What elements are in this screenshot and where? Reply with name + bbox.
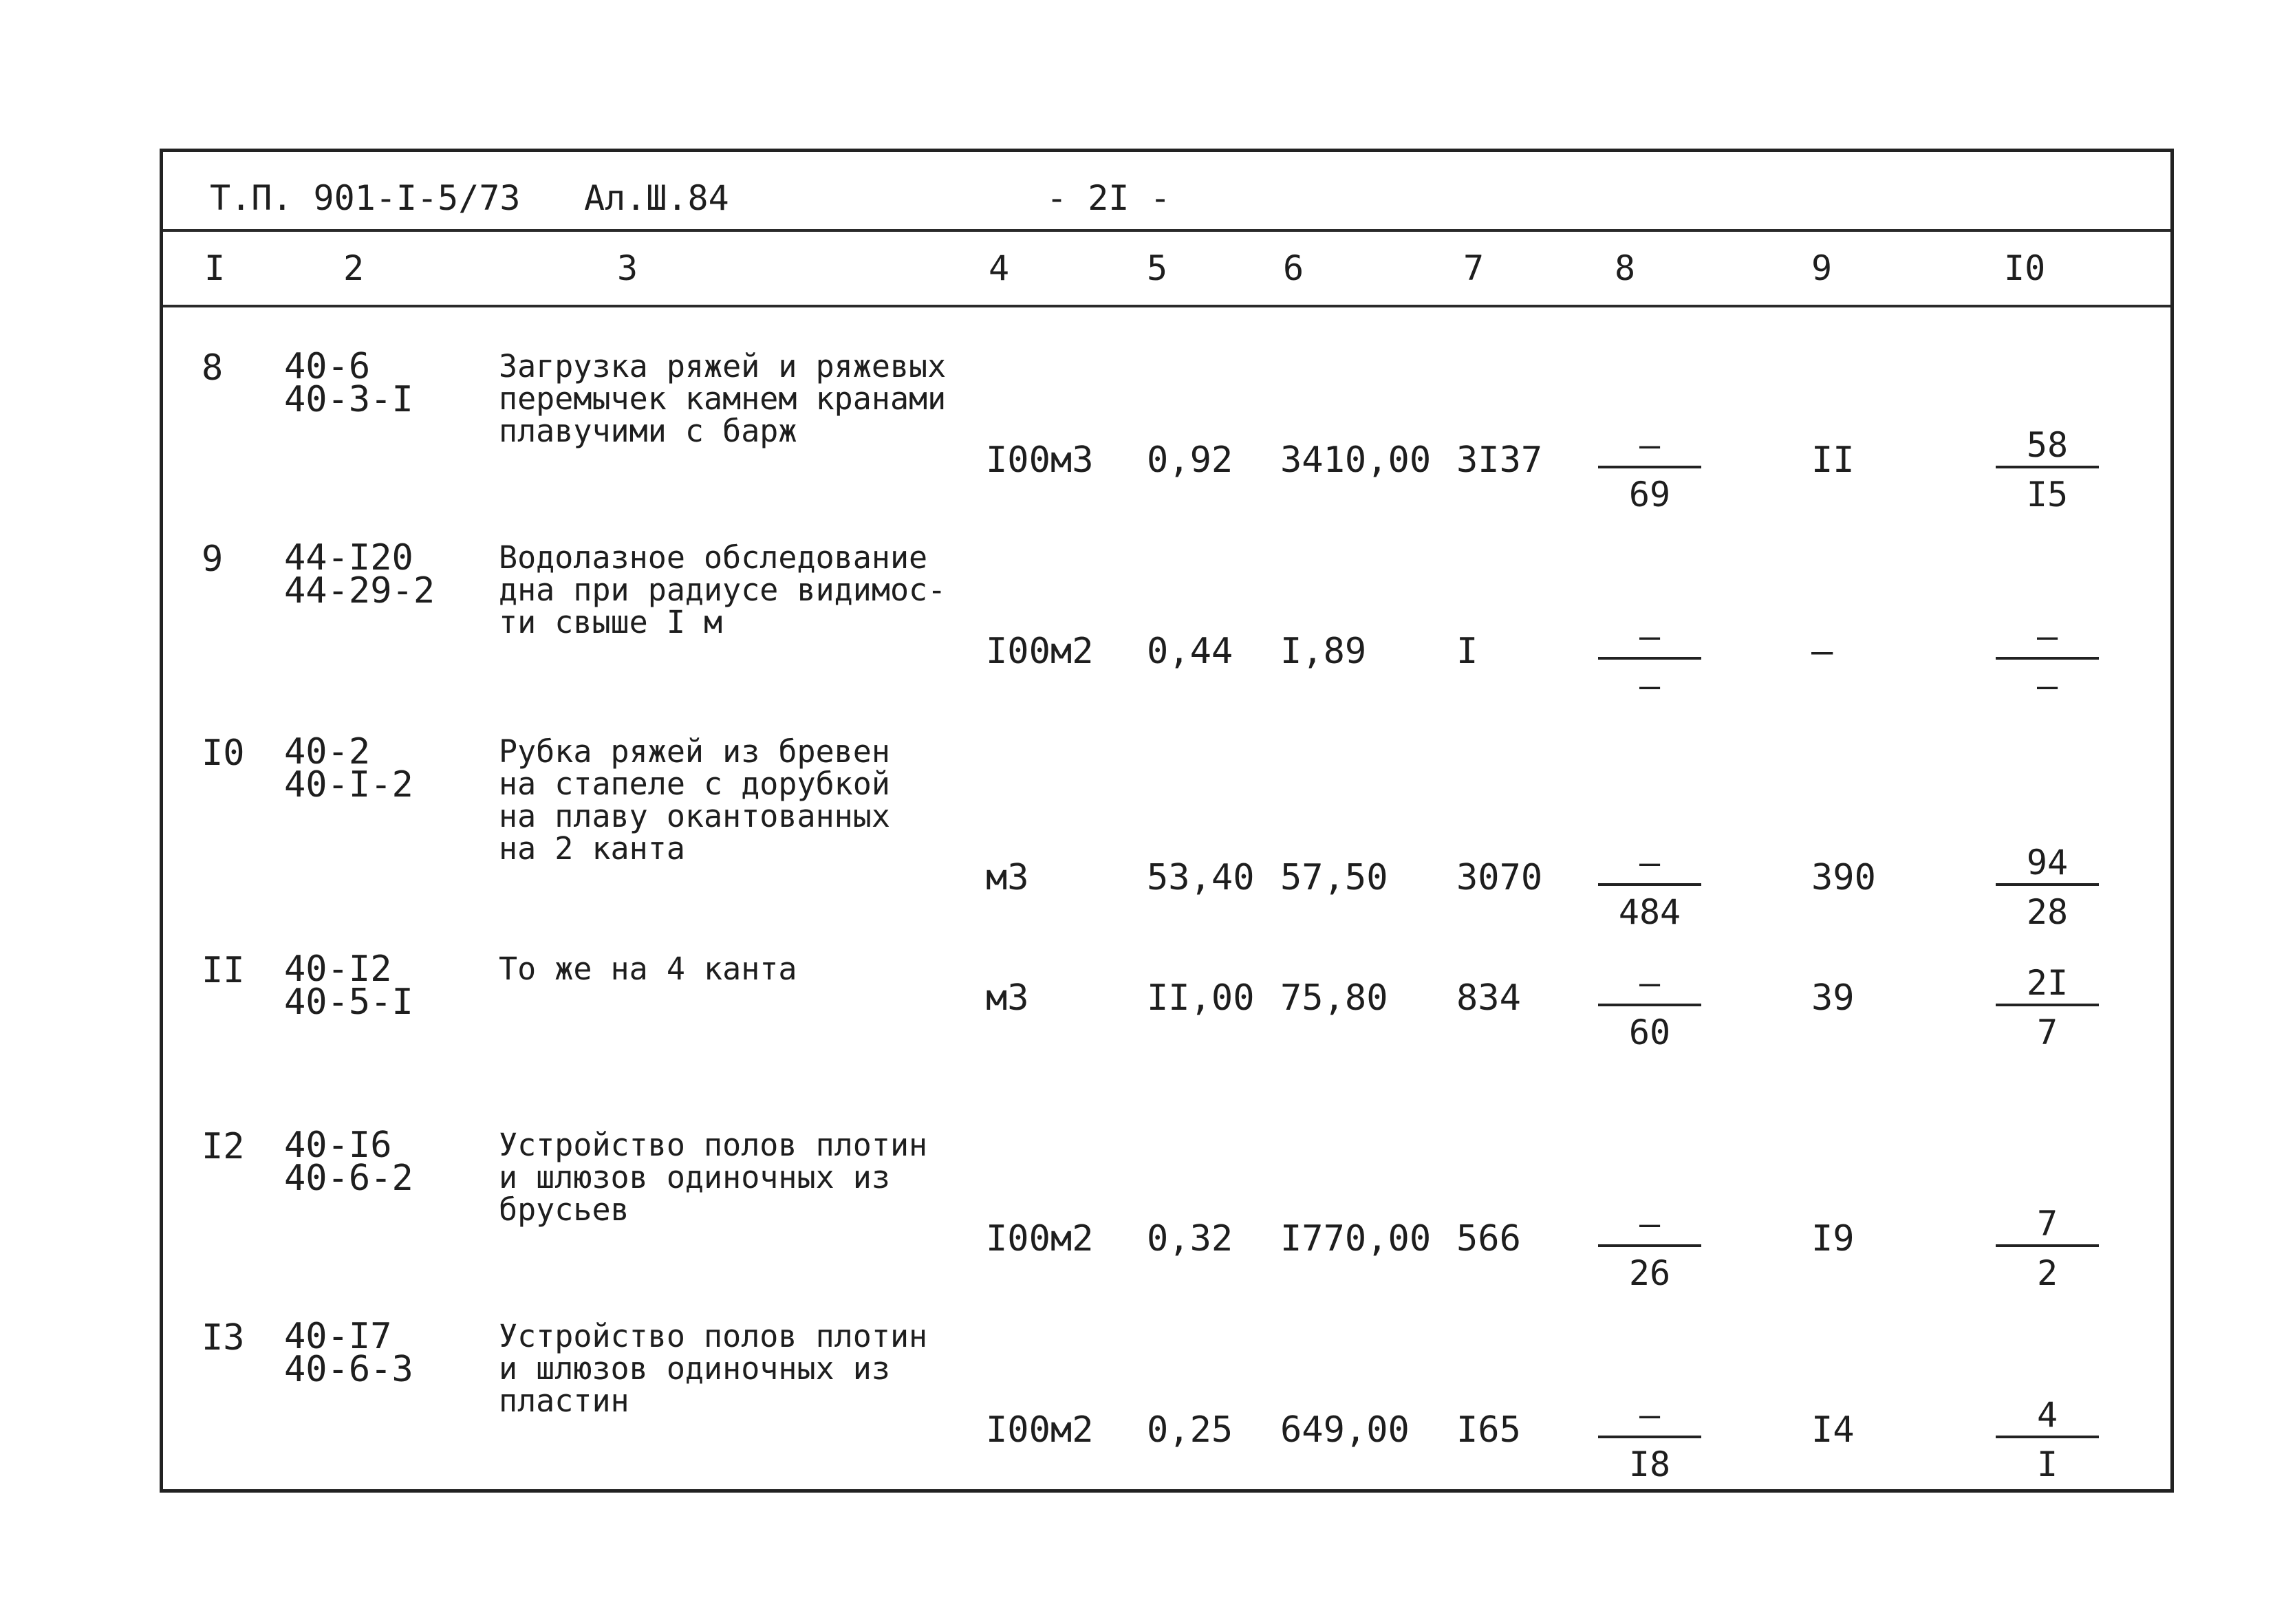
fraction-denominator: –: [2036, 666, 2058, 706]
fraction-numerator: –: [1639, 963, 1661, 1003]
row-description: Устройство полов плотин и шлюзов одиночных из пластин: [499, 1318, 928, 1419]
row-quantity: 0,44: [1147, 631, 1233, 672]
row-unit: м3: [986, 977, 1029, 1019]
row-col8-fraction: [1598, 617, 1701, 705]
row-col9: I4: [1811, 1409, 1855, 1451]
fraction-denominator: 2: [2036, 1253, 2058, 1293]
fraction-denominator: I8: [1628, 1444, 1671, 1484]
fraction-denominator: 26: [1628, 1253, 1671, 1293]
fraction-bar: [1598, 883, 1701, 886]
row-number: I2: [202, 1126, 245, 1167]
fraction-numerator: –: [2036, 616, 2058, 656]
fraction-bar: [1598, 1436, 1701, 1438]
row-col9: 390: [1811, 857, 1876, 898]
fraction-numerator: –: [1639, 425, 1661, 465]
row-col10-fraction: [1996, 843, 2099, 931]
fraction-numerator: –: [1639, 843, 1661, 883]
row-description: Рубка ряжей из бревен на стапеле с дорубкой на плаву окантованных на 2 канта: [499, 733, 890, 867]
row-quantity: 0,25: [1147, 1409, 1233, 1451]
row-codes: 40-I6 40-6-2: [284, 1125, 413, 1199]
fraction-denominator: 69: [1628, 475, 1671, 515]
row-unit: I00м2: [986, 1409, 1094, 1451]
fraction-bar: [1996, 657, 2099, 660]
column-header: 6: [1283, 248, 1304, 288]
row-codes: 40-I7 40-6-3: [284, 1316, 413, 1390]
row-cost: 566: [1456, 1218, 1521, 1259]
row-col9: I9: [1811, 1218, 1855, 1259]
column-header: 4: [989, 248, 1010, 288]
column-header-divider: [163, 305, 2170, 307]
row-col10-fraction: [1996, 1204, 2099, 1292]
row-description: Загрузка ряжей и ряжевых перемычек камнем кранами плавучими с барж: [499, 348, 947, 449]
fraction-denominator: 7: [2036, 1013, 2058, 1052]
column-header: 3: [617, 248, 638, 288]
row-col8-fraction: [1598, 843, 1701, 931]
column-header: 5: [1147, 248, 1168, 288]
row-col10-fraction: [1996, 964, 2099, 1052]
fraction-bar: [1996, 1004, 2099, 1006]
row-col8-fraction: [1598, 964, 1701, 1052]
fraction-denominator: 28: [2026, 892, 2069, 932]
fraction-numerator: –: [1639, 1204, 1661, 1244]
fraction-numerator: 94: [2026, 843, 2069, 883]
fraction-bar: [1598, 657, 1701, 660]
row-unit: I00м2: [986, 1218, 1094, 1259]
row-codes: 40-6 40-3-I: [284, 346, 413, 420]
row-price: I,89: [1280, 631, 1367, 672]
row-number: I3: [202, 1317, 245, 1358]
fraction-denominator: 60: [1628, 1013, 1671, 1052]
fraction-bar: [1598, 1244, 1701, 1247]
row-col9: 39: [1811, 977, 1855, 1019]
row-number: II: [202, 950, 245, 991]
row-price: 649,00: [1280, 1409, 1410, 1451]
row-number: 8: [202, 347, 224, 389]
row-col8-fraction: [1598, 1396, 1701, 1484]
row-col10-fraction: [1996, 1396, 2099, 1484]
row-cost: 834: [1456, 977, 1521, 1019]
document-table: [160, 149, 2174, 1493]
row-col9: II: [1811, 440, 1855, 481]
fraction-bar: [1598, 1004, 1701, 1006]
row-cost: I65: [1456, 1409, 1521, 1451]
column-header: I: [204, 248, 226, 288]
row-price: 3410,00: [1280, 440, 1432, 481]
column-header: 8: [1615, 248, 1636, 288]
doc-code: Т.П. 901-I-5/73: [210, 178, 521, 218]
row-description: То же на 4 канта: [499, 951, 797, 987]
fraction-denominator: I: [2036, 1444, 2058, 1484]
row-col8-fraction: [1598, 426, 1701, 514]
row-quantity: II,00: [1147, 977, 1255, 1019]
fraction-denominator: –: [1639, 666, 1661, 706]
column-header: 2: [343, 248, 365, 288]
fraction-numerator: 7: [2036, 1204, 2058, 1244]
row-col10-fraction: [1996, 426, 2099, 514]
row-codes: 40-I2 40-5-I: [284, 949, 413, 1023]
fraction-bar: [1996, 883, 2099, 886]
fraction-denominator: 484: [1618, 892, 1681, 932]
fraction-numerator: 4: [2036, 1395, 2058, 1435]
row-codes: 44-I20 44-29-2: [284, 537, 435, 611]
row-price: I770,00: [1280, 1218, 1432, 1259]
fraction-denominator: I5: [2026, 475, 2069, 515]
row-number: I0: [202, 733, 245, 774]
row-description: Устройство полов плотин и шлюзов одиночных из брусьев: [499, 1127, 928, 1228]
row-cost: I: [1456, 631, 1478, 672]
fraction-bar: [1996, 1244, 2099, 1247]
album-number: Ал.Ш.84: [584, 178, 729, 218]
fraction-numerator: 2I: [2026, 963, 2069, 1003]
fraction-bar: [1996, 1436, 2099, 1438]
header-divider: [163, 229, 2170, 232]
row-cost: 3070: [1456, 857, 1543, 898]
row-col9: –: [1811, 631, 1833, 672]
row-codes: 40-2 40-I-2: [284, 731, 413, 805]
row-col10-fraction: [1996, 617, 2099, 705]
page-number: - 2I -: [1046, 178, 1171, 218]
row-quantity: 53,40: [1147, 857, 1255, 898]
fraction-bar: [1598, 466, 1701, 468]
row-unit: I00м2: [986, 631, 1094, 672]
row-col8-fraction: [1598, 1204, 1701, 1292]
row-quantity: 0,92: [1147, 440, 1233, 481]
row-cost: 3I37: [1456, 440, 1543, 481]
row-unit: I00м3: [986, 440, 1094, 481]
column-header: 7: [1463, 248, 1485, 288]
fraction-numerator: –: [1639, 1395, 1661, 1435]
row-number: 9: [202, 539, 224, 580]
row-quantity: 0,32: [1147, 1218, 1233, 1259]
fraction-bar: [1996, 466, 2099, 468]
fraction-numerator: 58: [2026, 425, 2069, 465]
column-header: 9: [1811, 248, 1833, 288]
row-unit: м3: [986, 857, 1029, 898]
fraction-numerator: –: [1639, 616, 1661, 656]
row-price: 57,50: [1280, 857, 1388, 898]
row-description: Водолазное обследование дна при радиусе видимос- ти свыше I м: [499, 539, 947, 640]
row-price: 75,80: [1280, 977, 1388, 1019]
column-header: I0: [2004, 248, 2046, 288]
